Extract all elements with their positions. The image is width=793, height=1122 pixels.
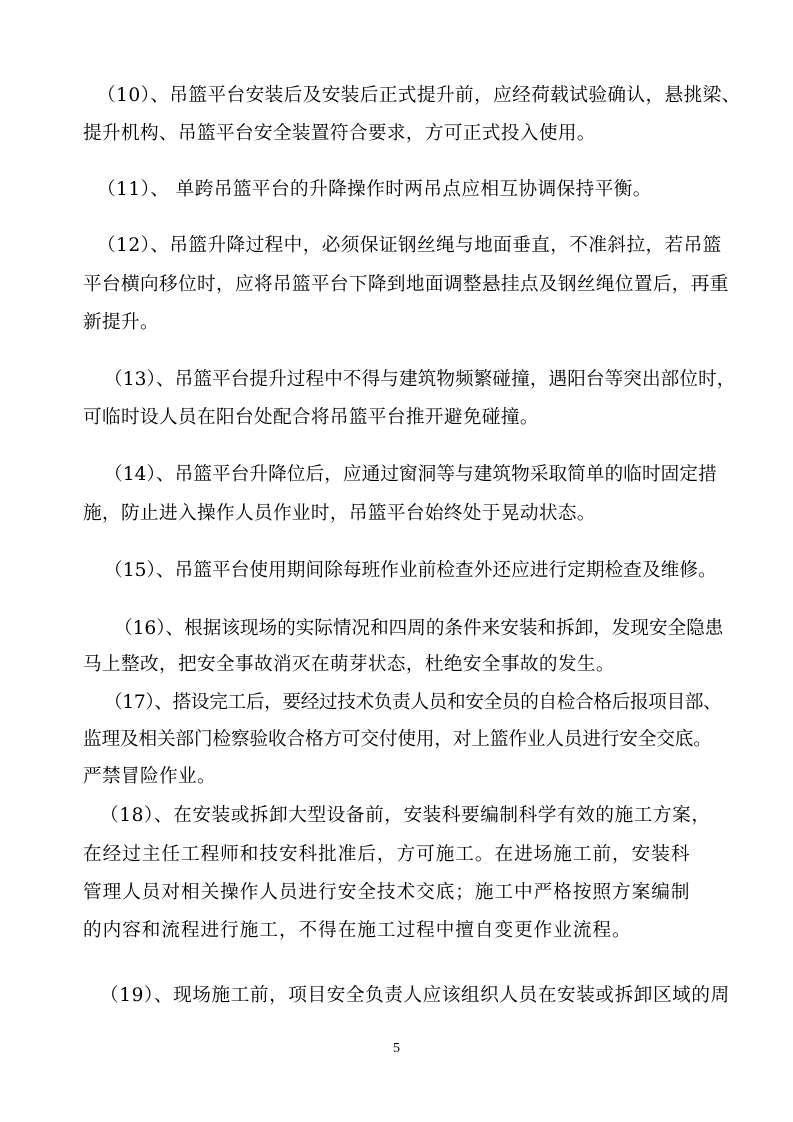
paragraph-13-line-2: 可临时设人员在阳台处配合将吊篮平台推开避免碰撞。 xyxy=(83,407,539,428)
paragraph-14-line-2: 施，防止进入操作人员作业时，吊篮平台始终处于晃动状态。 xyxy=(83,503,596,524)
page-number: 5 xyxy=(393,1041,400,1056)
paragraph-11-line-1: （11）、 单跨吊篮平台的升降操作时两吊点应相互协调保持平衡。 xyxy=(97,179,652,200)
paragraph-18-line-1: （18）、在安装或拆卸大型设备前，安装科要编制科学有效的施工方案， xyxy=(100,805,711,826)
paragraph-16-line-1: （16）、根据该现场的实际情况和四周的条件来安装和拆卸，发现安全隐患 xyxy=(114,618,724,639)
paragraph-17-line-1: （17）、搭设完工后，要经过技术负责人员和安全员的自检合格后报项目部、 xyxy=(104,692,722,713)
paragraph-17-line-3: 严禁冒险作业。 xyxy=(83,766,216,787)
paragraph-16-line-2: 马上整改，把安全事故消灭在萌芽状态，杜绝安全事故的发生。 xyxy=(83,654,615,675)
paragraph-18-line-2: 在经过主任工程师和技安科批准后，方可施工。在进场施工前，安装科 xyxy=(83,844,691,865)
paragraph-15-line-1: （15）、吊篮平台使用期间除每班作业前检查外还应进行定期检查及维修。 xyxy=(104,560,717,581)
paragraph-10-line-1: （10）、吊篮平台安装后及安装后正式提升前，应经荷载试验确认，悬挑梁、 xyxy=(97,85,741,106)
paragraph-14-line-1: （14）、吊篮平台升降位后，应通过窗洞等与建筑物采取简单的临时固定措 xyxy=(104,464,717,485)
paragraph-12-line-2: 平台横向移位时，应将吊篮平台下降到地面调整悬挂点及钢丝绳位置后，再重 xyxy=(83,274,729,295)
paragraph-19-line-1: （19）、现场施工前，项目安全负责人应该组织人员在安装或拆卸区域的周 xyxy=(100,985,730,1006)
paragraph-10-line-2: 提升机构、吊篮平台安全装置符合要求，方可正式投入使用。 xyxy=(83,123,596,144)
paragraph-18-line-4: 的内容和流程进行施工，不得在施工过程中擅自变更作业流程。 xyxy=(83,920,632,941)
paragraph-17-line-2: 监理及相关部门检察验收合格方可交付使用，对上篮作业人员进行安全交底。 xyxy=(83,729,712,750)
paragraph-12-line-3: 新提升。 xyxy=(83,312,159,333)
paragraph-12-line-1: （12）、吊篮升降过程中，必须保证钢丝绳与地面垂直，不准斜拉，若吊篮 xyxy=(97,235,722,256)
paragraph-13-line-1: （13）、吊篮平台提升过程中不得与建筑物频繁碰撞，遇阳台等突出部位时， xyxy=(104,369,736,390)
paragraph-18-line-3: 管理人员对相关操作人员进行安全技术交底；施工中严格按照方案编制 xyxy=(83,882,691,903)
